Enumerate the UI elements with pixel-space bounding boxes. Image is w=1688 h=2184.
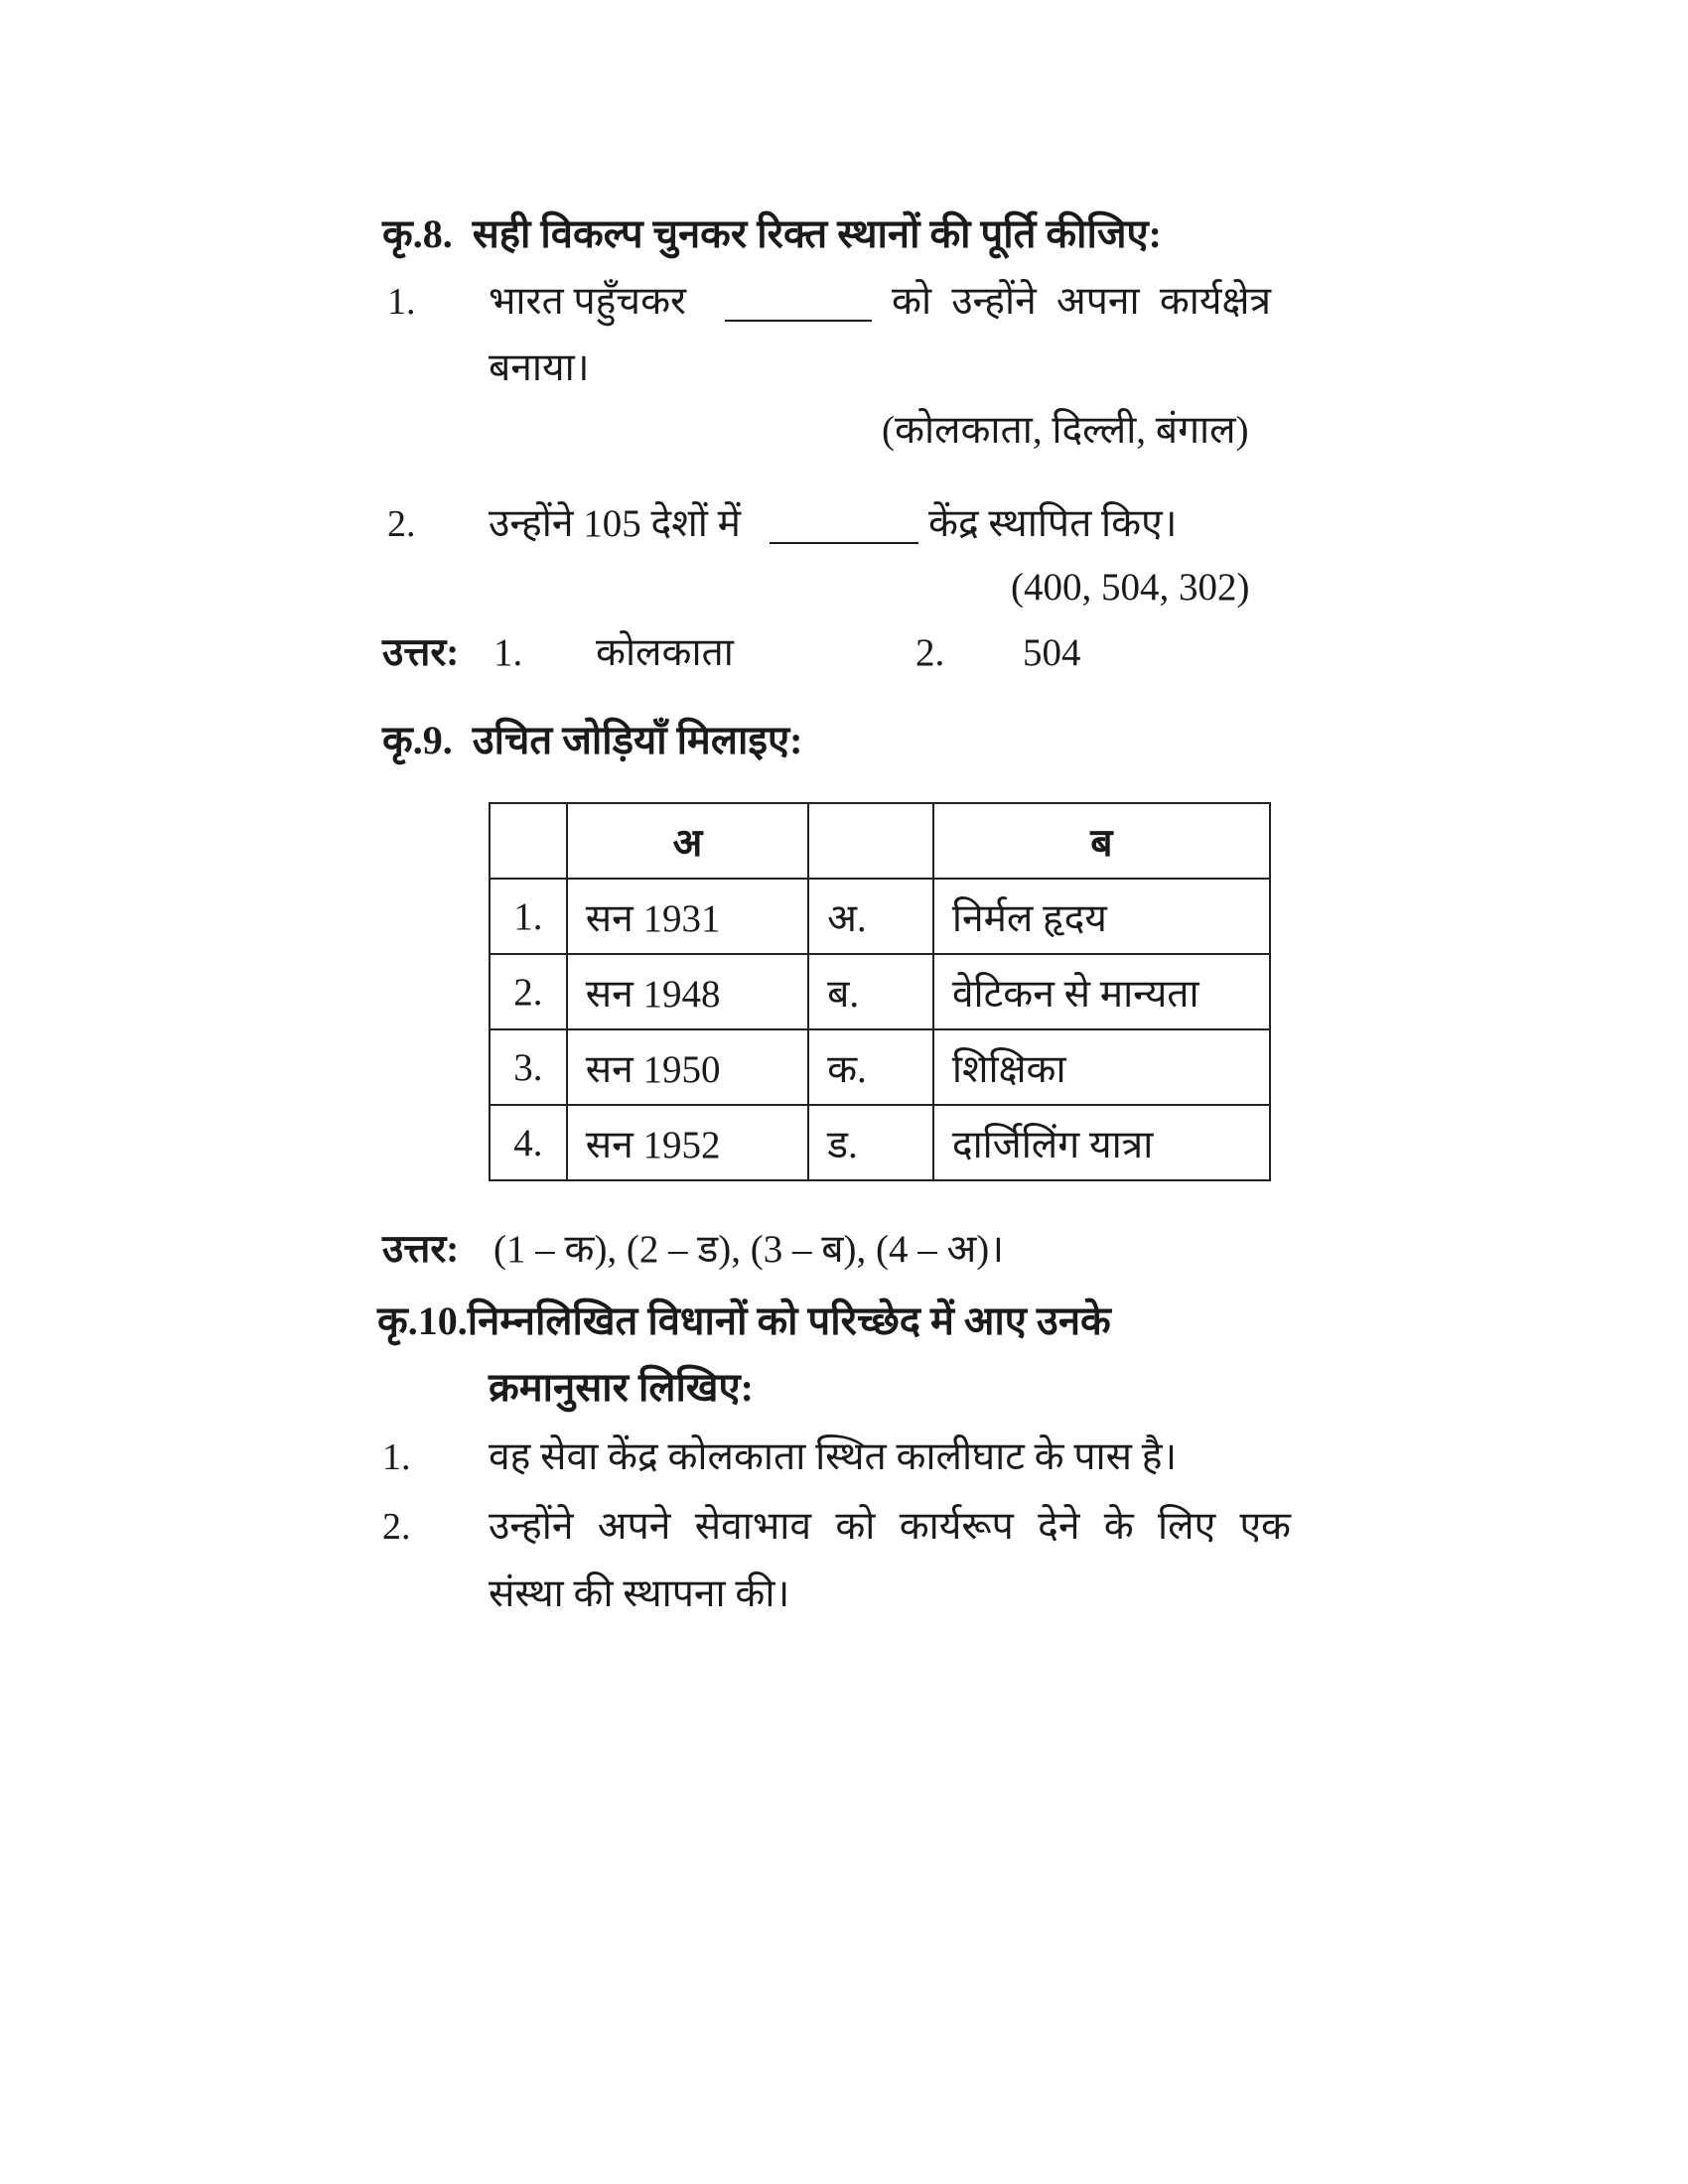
q8-answer-2: 504: [1023, 631, 1081, 674]
col-a-cell: सन 1952: [567, 1105, 808, 1180]
q10-item2-text-line1: उन्होंने अपने सेवाभाव को कार्यरूप देने के लिए एक: [489, 1505, 1291, 1548]
q9-heading: [382, 715, 802, 766]
q8-heading: [382, 208, 1162, 260]
col-b-cell: दार्जिलिंग यात्रा: [933, 1105, 1270, 1180]
col-b-cell: निर्मल हृदय: [933, 879, 1270, 954]
table-header-key: [808, 803, 933, 879]
table-header-num: [490, 803, 567, 879]
q8-item1-options: (कोलकाता, दिल्ली, बंगाल): [882, 409, 1249, 452]
table-row: [490, 1105, 1270, 1180]
q8-item2-blank: [770, 542, 918, 544]
table-header-col-b: ब: [933, 803, 1270, 879]
q10-item1-text: वह सेवा केंद्र कोलकाता स्थित कालीघाट के पास है।: [489, 1435, 1178, 1478]
col-a-cell: सन 1950: [567, 1029, 808, 1105]
q8-item1-text-after: को उन्होंने अपना कार्यक्षेत्र: [892, 280, 1271, 323]
row-number: 3.: [490, 1029, 567, 1105]
q8-answer-num2: 2.: [915, 631, 945, 674]
key-cell: ड.: [808, 1105, 933, 1180]
q8-item1-text-before: भारत पहुँचकर: [489, 280, 686, 323]
q8-item1-number: 1.: [387, 281, 416, 323]
table-row: [490, 1029, 1270, 1105]
key-cell: अ.: [808, 879, 933, 954]
row-number: 1.: [490, 879, 567, 954]
q10-label: कृ.10.: [377, 1298, 468, 1343]
q10-item1-number: 1.: [382, 1436, 411, 1478]
col-b-cell: शिक्षिका: [933, 1029, 1270, 1105]
row-number: 4.: [490, 1105, 567, 1180]
col-b-cell: वेटिकन से मान्यता: [933, 954, 1270, 1029]
q8-item1-blank: [725, 320, 872, 322]
q8-item2-text-after: केंद्र स्थापित किए।: [928, 502, 1178, 545]
q9-label: कृ.9.: [382, 718, 453, 762]
q8-answer-1: कोलकाता: [596, 631, 734, 674]
row-number: 2.: [490, 954, 567, 1029]
q8-item2-text-before: उन्होंने 105 देशों में: [489, 502, 741, 545]
col-a-cell: सन 1931: [567, 879, 808, 954]
q8-answer-label: उत्तर:: [382, 631, 460, 674]
q10-item2-number: 2.: [382, 1506, 411, 1548]
q8-label: कृ.8.: [382, 211, 453, 256]
table-header-row: [490, 803, 1270, 879]
q10-heading: [377, 1296, 1111, 1347]
col-a-cell: सन 1948: [567, 954, 808, 1029]
q10-item2-text-line2: संस्था की स्थापना की।: [489, 1572, 790, 1615]
q8-item2-options: (400, 504, 302): [1011, 566, 1250, 609]
key-cell: ब.: [808, 954, 933, 1029]
table-header-col-a: अ: [567, 803, 808, 879]
q8-answer-num1: 1.: [493, 631, 523, 674]
q8-title: सही विकल्प चुनकर रिक्त स्थानों की पूर्ति कीजिए:: [472, 211, 1162, 256]
q9-answer-text: (1 – क), (2 – ड), (3 – ब), (4 – अ)।: [493, 1228, 1005, 1271]
key-cell: क.: [808, 1029, 933, 1105]
q8-item2-number: 2.: [387, 503, 416, 545]
q9-title: उचित जोड़ियाँ मिलाइए:: [472, 718, 803, 762]
q9-answer-label: उत्तर:: [382, 1228, 460, 1271]
table-row: [490, 879, 1270, 954]
q10-title-line1: निम्नलिखित विधानों को परिच्छेद में आए उनके: [467, 1298, 1111, 1343]
match-table: [489, 802, 1271, 1181]
q10-title-line2: क्रमानुसार लिखिए:: [489, 1365, 754, 1410]
table-row: [490, 954, 1270, 1029]
q8-item1-text-line2: बनाया।: [489, 346, 590, 389]
